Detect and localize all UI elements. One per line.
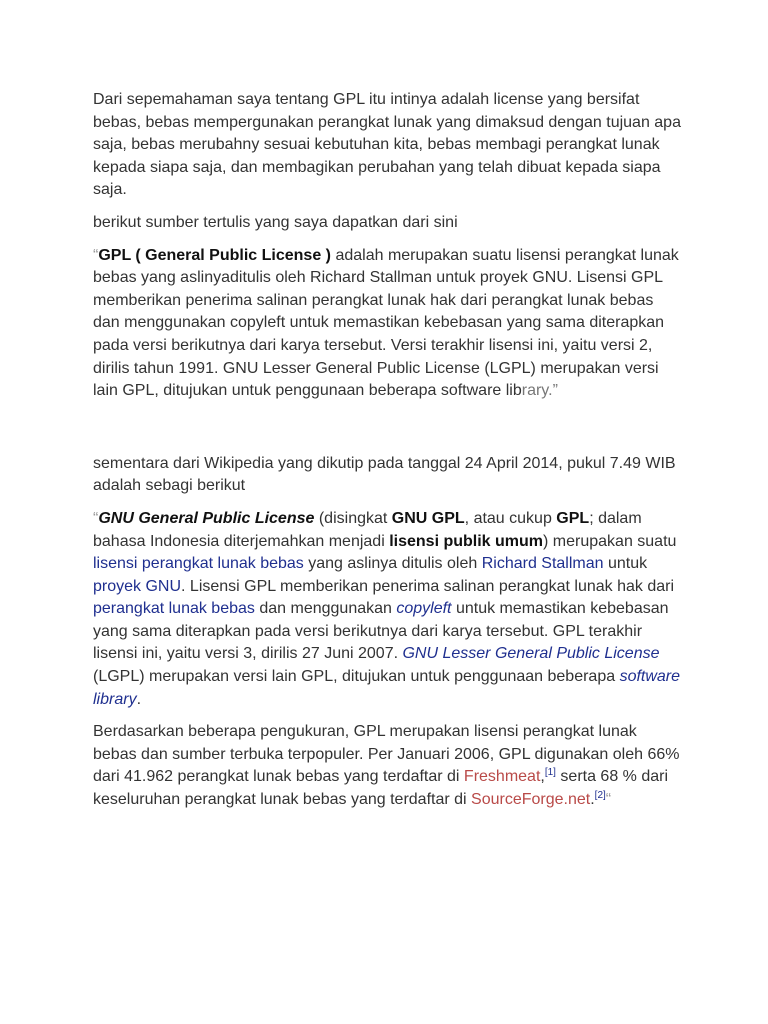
text-span: (disingkat [314,509,392,527]
text-span: ) merupakan suatu [543,532,677,550]
open-quote: “ [93,509,99,527]
paragraph-source-intro: berikut sumber tertulis yang saya dapatkan dari sini [93,213,458,231]
text-span: ; dalam bahasa Indonesia diterjemahkan menjadi [93,509,642,550]
link-proyek-gnu[interactable]: proyek GNU [93,577,182,595]
link-lisensi-perangkat-lunak-bebas[interactable]: lisensi perangkat lunak bebas [93,555,304,573]
gpl-term: GPL ( General Public License ) [98,246,331,264]
link-gnu-lgpl[interactable]: GNU Lesser General Public License [402,645,660,663]
lisensi-publik-umum: lisensi publik umum [389,532,544,550]
reference-2[interactable]: [2] [594,790,606,802]
link-richard-stallman[interactable]: Richard Stallman [481,555,604,573]
text-span: , atau cukup [464,509,557,527]
open-quote: “ [93,246,99,264]
gnu-gpl-term: GNU General Public License [98,509,315,527]
quote-gpl-definition [93,245,683,403]
gpl-definition-tail: rary.” [521,382,558,400]
paragraph-intro: Dari sepemahaman saya tentang GPL itu intinya adalah license yang bersifat bebas, bebas mempergunakan perangkat lunak yang dimaksud dengan tujuan apa saja, bebas merubahny sesuai kebutuhan kita, bebas membagi perangkat lunak kepada siapa saja, dan membagikan perubahan yang telah dibuat kepada siapa saja. [93,91,681,199]
document-body [93,89,683,822]
link-copyleft[interactable]: copyleft [396,600,452,618]
paragraph-wikipedia-intro: sementara dari Wikipedia yang dikutip pada tanggal 24 April 2014, pukul 7.49 WIB adalah sebagi berikut [93,454,676,495]
text-span: (LGPL) merupakan versi lain GPL, ditujukan untuk penggunaan beberapa [93,668,620,686]
text-span: untuk [603,555,648,573]
close-quote: “ [605,791,612,809]
text-span: . [136,690,142,708]
text-span: untuk memastikan kebebasan yang sama diterapkan pada versi berikutnya dari karya tersebut. GPL terakhir lisensi ini, yaitu versi 3, dirilis 27 Juni 2007. [93,600,669,663]
text-span: serta 68 % dari keseluruhan perangkat lunak bebas yang terdaftar di [93,768,669,809]
text-span: Berdasarkan beberapa pengukuran, GPL merupakan lisensi perangkat lunak bebas dan sumber terbuka terpopuler. Per Januari 2006, GPL digunakan oleh 66% dari 41.962 perangkat lunak bebas yang terdaftar di [93,723,680,786]
text-span: dan menggunakan [254,600,397,618]
text-span: . [590,791,595,809]
reference-1[interactable]: [1] [544,767,556,779]
gpl-abbrev: GPL [556,509,590,527]
link-freshmeat[interactable]: Freshmeat [463,768,541,786]
link-sourceforge[interactable]: SourceForge.net [471,791,591,809]
quote-wikipedia [93,508,683,711]
text-span: , [540,768,545,786]
text-span: . Lisensi GPL memberikan penerima salinan perangkat lunak hak dari [181,577,675,595]
link-software-library[interactable]: software library [93,668,681,708]
gnu-gpl-abbrev: GNU GPL [391,509,465,527]
link-perangkat-lunak-bebas[interactable]: perangkat lunak bebas [93,600,255,618]
paragraph-popularity [93,721,683,811]
text-span: yang aslinya ditulis oleh [303,555,482,573]
gpl-definition-text: adalah merupakan suatu lisensi perangkat lunak bebas yang aslinyaditulis oleh Richard Stallman untuk proyek GNU. Lisensi GPL memberikan penerima salinan perangkat lunak hak dari perangkat lunak bebas dan menggunakan copyleft untuk memastikan kebebasan yang sama diterapkan pada versi berikutnya dari karya tersebut. Versi terakhir lisensi ini, yaitu versi 2, dirilis tahun 1991. GNU Lesser General Public License (LGPL) merupakan versi lain GPL, ditujukan untuk penggunaan beberapa software lib [93,246,679,400]
